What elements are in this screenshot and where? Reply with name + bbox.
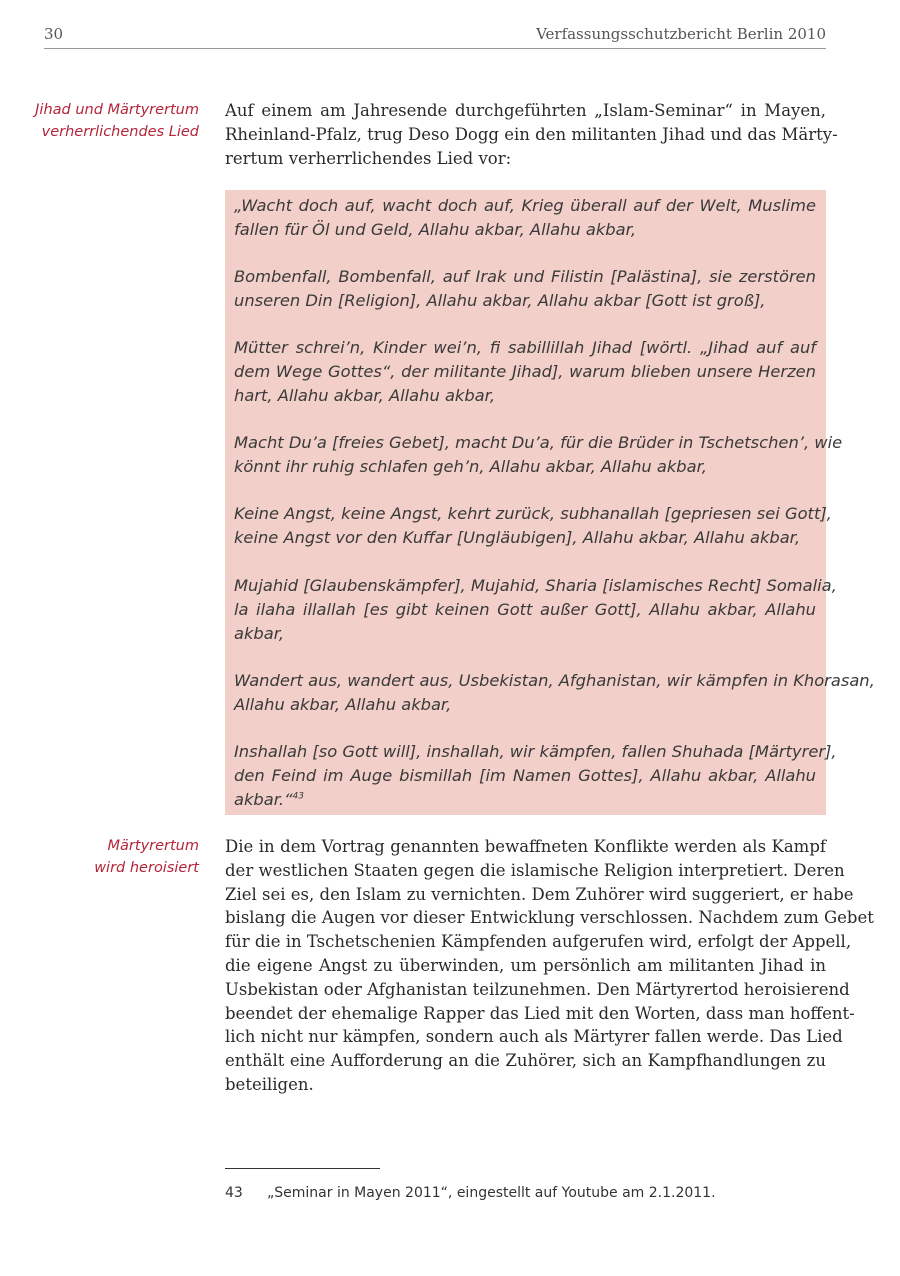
margin-note-jihad bbox=[30, 99, 199, 143]
verse-line: den Feind im Auge bismillah [im Namen Gottes], Allahu akbar, Allahu bbox=[234, 765, 816, 785]
quote-verse bbox=[234, 336, 816, 407]
footnote-divider bbox=[225, 1168, 380, 1169]
margin-note-martyrdom bbox=[30, 835, 199, 879]
analysis-line: enthält eine Aufforderung an die Zuhörer, sich an Kampfhandlungen zu bbox=[225, 1051, 826, 1071]
verse-line: könnt ihr ruhig schlafen geh’n, Allahu akbar, Allahu akbar, bbox=[234, 456, 707, 476]
intro-line: rertum verherrlichendes Lied vor: bbox=[225, 148, 512, 168]
running-title: Verfassungsschutzbericht Berlin 2010 bbox=[536, 25, 826, 43]
verse-line: fallen für Öl und Geld, Allahu akbar, Allahu akbar, bbox=[234, 219, 636, 239]
margin-note-line: Jihad und Märtyrertum bbox=[35, 102, 199, 118]
verse-line: dem Wege Gottes“, der militante Jihad], warum blieben unsere Herzen bbox=[234, 361, 816, 381]
analysis-line: Usbekistan oder Afghanistan teilzunehmen. Den Märtyrertod heroisierend bbox=[225, 979, 850, 999]
intro-paragraph bbox=[225, 99, 838, 170]
quote-verse bbox=[234, 502, 832, 550]
verse-line: Macht Du’a [freies Gebet], macht Du’a, für die Brüder in Tschetschen’, wie bbox=[234, 433, 843, 452]
verse-line: Allahu akbar, Allahu akbar, bbox=[234, 694, 452, 714]
margin-note-line: wird heroisiert bbox=[94, 860, 199, 876]
quote-verse bbox=[234, 669, 875, 717]
verse-line: unseren Din [Religion], Allahu akbar, Allahu akbar [Gott ist groß], bbox=[234, 290, 766, 310]
footnote-reference[interactable]: 43 bbox=[292, 791, 304, 802]
verse-line: keine Angst vor den Kuffar [Ungläubigen], Allahu akbar, Allahu akbar, bbox=[234, 527, 801, 547]
verse-line-text: akbar.“ bbox=[234, 789, 293, 809]
page-number: 30 bbox=[44, 25, 64, 43]
margin-note-line: verherrlichendes Lied bbox=[41, 124, 199, 140]
analysis-line: der westlichen Staaten gegen die islamische Religion interpretiert. Deren bbox=[225, 860, 845, 880]
analysis-line: für die in Tschetschenien Kämpfenden aufgerufen wird, erfolgt der Appell, bbox=[225, 932, 852, 952]
quote-verse bbox=[234, 574, 837, 645]
verse-line: Wandert aus, wandert aus, Usbekistan, Afghanistan, wir kämpfen in Khorasan, bbox=[234, 671, 875, 690]
song-quote-box bbox=[225, 190, 875, 815]
quote-verse bbox=[234, 265, 816, 313]
analysis-line: beteiligen. bbox=[225, 1074, 314, 1094]
verse-line: Mütter schrei’n, Kinder wei’n, fi sabillillah Jihad [wörtl. „Jihad auf auf bbox=[234, 338, 816, 357]
analysis-line: lich nicht nur kämpfen, sondern auch als Märtyrer fallen werde. Das Lied bbox=[225, 1027, 843, 1047]
page-header bbox=[44, 24, 826, 49]
verse-line: Bombenfall, Bombenfall, auf Irak und Filistin [Palästina], sie zerstören bbox=[234, 267, 816, 286]
verse-line: Keine Angst, keine Angst, kehrt zurück, subhanallah [gepriesen sei Gott], bbox=[234, 504, 832, 523]
intro-line: Rheinland-Pfalz, trug Deso Dogg ein den militanten Jihad und das Märty- bbox=[225, 124, 838, 144]
margin-note-line: Märtyrertum bbox=[107, 838, 199, 854]
verse-line: akbar, bbox=[234, 623, 285, 643]
verse-line: Inshallah [so Gott will], inshallah, wir kämpfen, fallen Shuhada [Märtyrer], bbox=[234, 742, 837, 761]
quote-verse bbox=[234, 194, 816, 242]
verse-line: Mujahid [Glaubenskämpfer], Mujahid, Sharia [islamisches Recht] Somalia, bbox=[234, 576, 837, 595]
verse-line: „Wacht doch auf, wacht doch auf, Krieg überall auf der Welt, Muslime bbox=[234, 196, 816, 215]
analysis-line: die eigene Angst zu überwinden, um persönlich am militanten Jihad in bbox=[225, 955, 826, 975]
analysis-line: bislang die Augen vor dieser Entwicklung verschlossen. Nachdem zum Gebet bbox=[225, 908, 874, 928]
intro-line: Auf einem am Jahresende durchgeführten „Islam-Seminar“ in Mayen, bbox=[225, 101, 826, 120]
verse-line: la ilaha illallah [es gibt keinen Gott außer Gott], Allahu akbar, Allahu bbox=[234, 599, 816, 619]
verse-line: hart, Allahu akbar, Allahu akbar, bbox=[234, 385, 496, 405]
analysis-line: Die in dem Vortrag genannten bewaffneten Konflikte werden als Kampf bbox=[225, 837, 826, 856]
analysis-line: Ziel sei es, den Islam zu vernichten. Dem Zuhörer wird suggeriert, er habe bbox=[225, 884, 854, 904]
analysis-paragraph bbox=[225, 835, 874, 1097]
quote-verse bbox=[234, 740, 837, 811]
footnote-number: 43 bbox=[225, 1185, 243, 1201]
analysis-line: beendet der ehemalige Rapper das Lied mit den Worten, dass man hoffent- bbox=[225, 1003, 855, 1023]
footnote-text: „Seminar in Mayen 2011“, eingestellt auf Youtube am 2.1.2011. bbox=[267, 1185, 716, 1201]
quote-verse bbox=[234, 431, 843, 479]
verse-last-line bbox=[234, 788, 816, 812]
